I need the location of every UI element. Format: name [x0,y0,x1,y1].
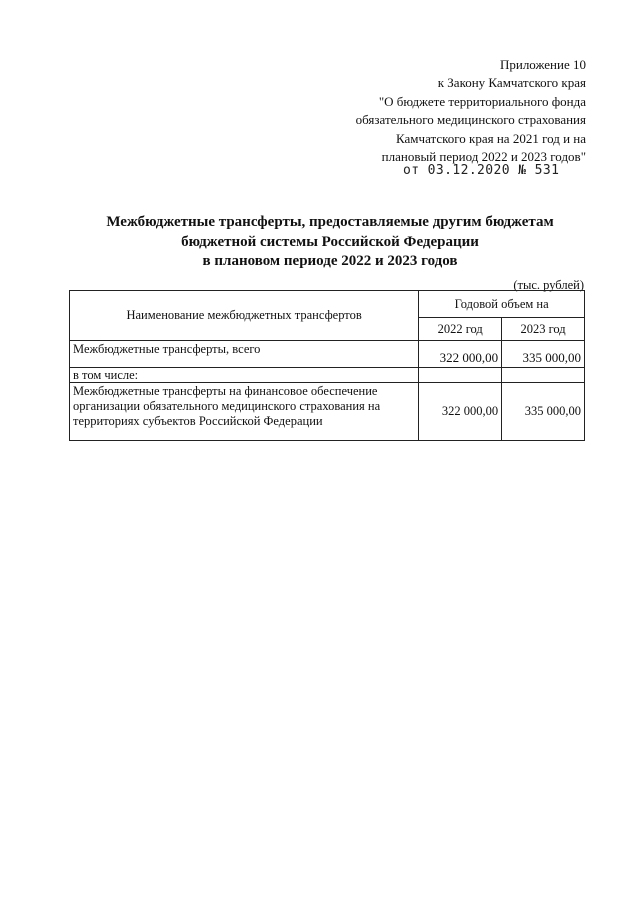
date-number-stamp: от 03.12.2020 № 531 [403,163,560,178]
title-line: бюджетной системы Российской Федерации [181,233,479,250]
title-line: Межбюджетные трансферты, предоставляемые другим бюджетам [106,214,554,230]
appendix-line: "О бюджете территориального фонда [378,93,586,109]
table-header-row [70,291,585,318]
transfers-table [69,290,585,441]
empty-cell [502,368,585,383]
total-2023-cell: 335 000,00 [502,341,585,368]
appendix-line: обязательного медицинского страхования [355,112,586,128]
appendix-line: к Закону Камчатского края [437,75,586,91]
header-year-2022: 2022 год [419,318,502,341]
empty-cell [419,368,502,383]
title-line: в плановом периоде 2022 и 2023 годов [202,253,458,269]
appendix-line: Приложение 10 [499,57,586,72]
units-label: (тыс. рублей) [513,278,584,292]
item-2022-cell: 322 000,00 [419,383,502,441]
including-label-cell: в том числе: [70,368,419,383]
total-2022-cell: 322 000,00 [419,341,502,368]
item-name-cell: Межбюджетные трансферты на финансовое обеспечение организации обязательного медицинского страхования на территориях субъектов Российской Федерации [70,383,419,441]
table-row-total [70,341,585,368]
appendix-line: Камчатского края на 2021 год и на [396,130,586,146]
appendix-reference [286,56,586,166]
header-annual-volume-cell: Годовой объем на [419,291,585,318]
table-row-including [70,368,585,383]
header-year-2023: 2023 год [502,318,585,341]
item-2023-cell: 335 000,00 [502,383,585,441]
document-title [60,213,600,272]
total-name-cell: Межбюджетные трансферты, всего [70,341,419,368]
appendix-line: плановый период 2022 и 2023 годов" [381,149,586,165]
table-row [70,383,585,441]
header-name-cell: Наименование межбюджетных трансфертов [70,291,419,341]
